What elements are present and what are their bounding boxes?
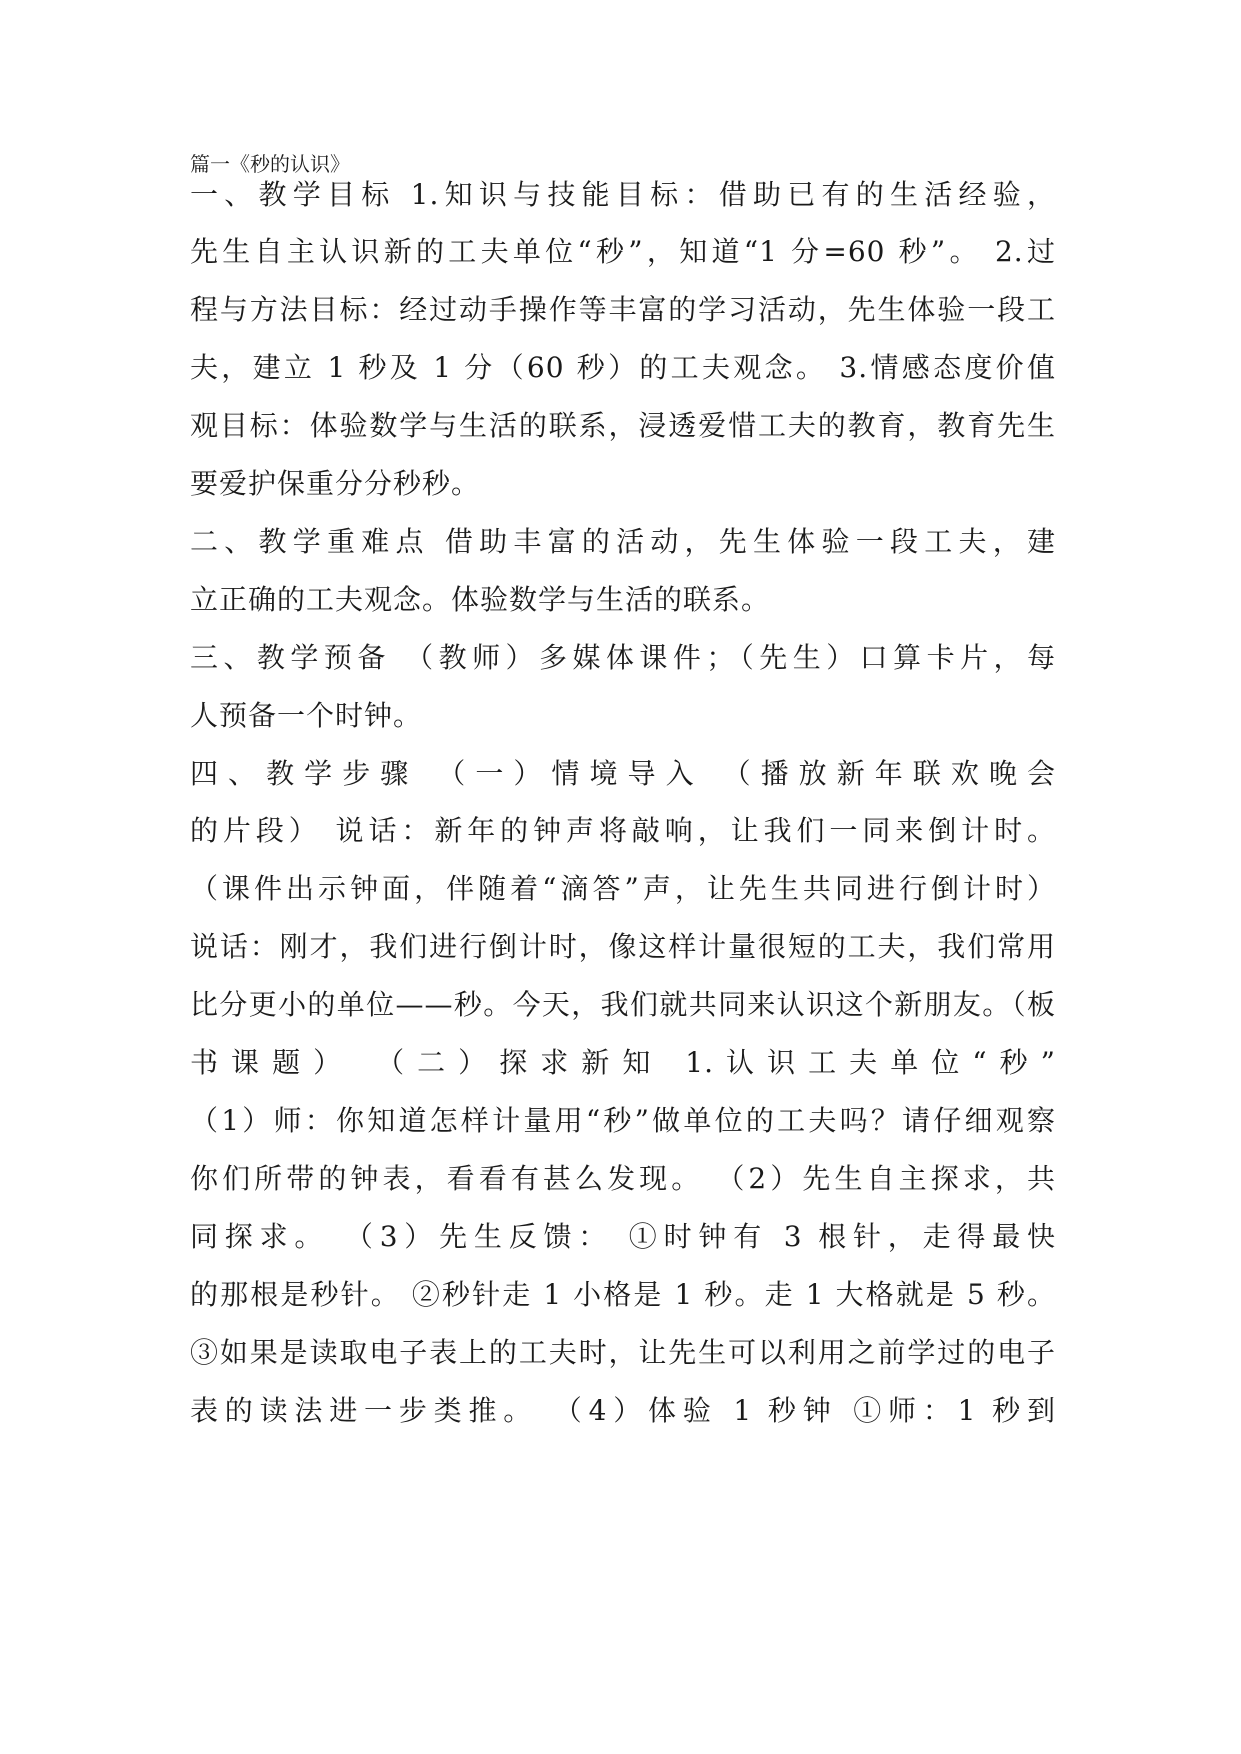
text-line: 的片段） 说话：新年的钟声将敲响，让我们一同来倒计时。	[190, 814, 1056, 847]
text-line: 三、教学预备 （教师）多媒体课件；（先生）口算卡片，每	[190, 641, 1056, 674]
text-line: 表的读法进一步类推。 （4）体验 1 秒钟 ①师：1 秒到	[190, 1394, 1056, 1427]
text-line: 比分更小的单位——秒。今天，我们就共同来认识这个新朋友。（板	[190, 988, 1056, 1021]
text-line: 观目标：体验数学与生活的联系，浸透爱惜工夫的教育，教育先生	[190, 409, 1056, 442]
text-line: 说话：刚才，我们进行倒计时，像这样计量很短的工夫，我们常用	[190, 930, 1056, 963]
text-line: 一、教学目标 1.知识与技能目标：借助已有的生活经验，	[190, 178, 1056, 211]
text-line: 夫，建立 1 秒及 1 分（60 秒）的工夫观念。 3.情感态度价值	[190, 351, 1056, 384]
text-line: 的那根是秒针。 ②秒针走 1 小格是 1 秒。走 1 大格就是 5 秒。	[190, 1278, 1056, 1311]
text-line: ③如果是读取电子表上的工夫时，让先生可以利用之前学过的电子	[190, 1336, 1056, 1369]
text-line: （课件出示钟面，伴随着“滴答”声，让先生共同进行倒计时）	[190, 872, 1056, 905]
text-line: 同探求。 （3）先生反馈： ①时钟有 3 根针，走得最快	[190, 1220, 1056, 1253]
text-line: 先生自主认识新的工夫单位“秒”，知道“1 分=60 秒”。 2.过	[190, 235, 1056, 268]
text-line: 二、教学重难点 借助丰富的活动，先生体验一段工夫，建	[190, 525, 1056, 558]
text-line: 你们所带的钟表，看看有甚么发现。 （2）先生自主探求，共	[190, 1162, 1056, 1195]
text-line: 书课题） （二）探求新知 1.认识工夫单位“秒”	[190, 1046, 1056, 1079]
document-title: 篇一《秒的认识》	[190, 152, 350, 176]
text-line: 立正确的工夫观念。体验数学与生活的联系。	[190, 583, 771, 616]
text-line: 人预备一个时钟。	[190, 699, 423, 732]
text-line: （1）师：你知道怎样计量用“秒”做单位的工夫吗？请仔细观察	[190, 1104, 1056, 1137]
text-line: 四、教学步骤 （一）情境导入 （播放新年联欢晚会	[190, 757, 1056, 790]
text-line: 程与方法目标：经过动手操作等丰富的学习活动，先生体验一段工	[190, 293, 1056, 326]
text-line: 要爱护保重分分秒秒。	[190, 467, 481, 500]
